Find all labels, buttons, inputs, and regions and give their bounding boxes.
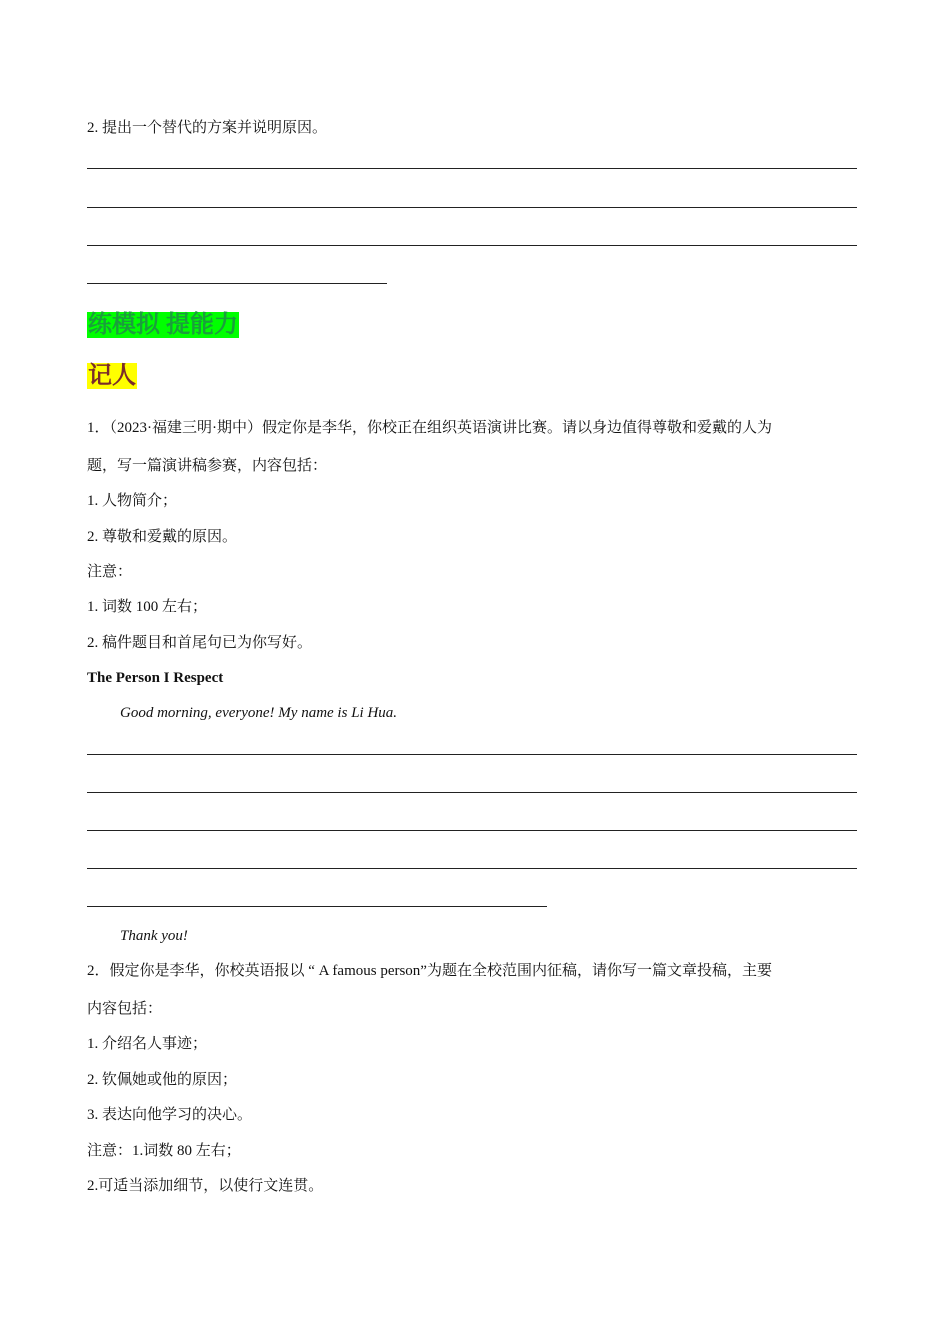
problem-1-item-2: 2. 尊敬和爱戴的原因。 [87,529,238,545]
problem-1-intro-line-1: 1．（2023·福建三明·期中）假定你是李华，你校正在组织英语演讲比赛。请以身边值得尊敬和爱戴的人为 [87,420,772,436]
problem-2-intro-line-2: 内容包括： [87,1001,163,1017]
answer-line [87,754,857,755]
essay-opening: Good morning, everyone! My name is Li Hua. [120,705,398,721]
answer-line [87,168,857,169]
problem-1-item-1: 1. 人物简介； [87,493,178,509]
problem-1-intro-line-2: 题，写一篇演讲稿参赛，内容包括： [87,458,328,474]
answer-line [87,906,547,907]
answer-line [87,868,857,869]
answer-line [87,792,857,793]
section-subtitle: 记人 [88,363,136,389]
question-2-top: 2. 提出一个替代的方案并说明原因。 [87,120,328,136]
problem-2-item-3: 3. 表达向他学习的决心。 [87,1107,253,1123]
problem-2-item-2: 2. 钦佩她或他的原因； [87,1072,238,1088]
essay-title: The Person I Respect [87,670,224,686]
problem-2-intro-line-1: 2．假定你是李华，你校英语报以 “ A famous person”为题在全校范围内征稿，请你写一篇文章投稿，主要 [87,963,772,979]
answer-line [87,830,857,831]
section-title: 练模拟 提能力 [88,312,238,338]
problem-1-note-label: 注意： [87,564,133,580]
problem-1-note-2: 2. 稿件题目和首尾句已为你写好。 [87,635,313,651]
answer-line [87,245,857,246]
problem-2-item-1: 1. 介绍名人事迹； [87,1036,208,1052]
problem-2-note-1: 注意：1.词数 80 左右； [87,1143,241,1159]
problem-1-note-1: 1. 词数 100 左右； [87,599,208,615]
problem-2-note-2: 2.可适当添加细节，以使行文连贯。 [87,1178,324,1194]
essay-closing: Thank you! [120,928,188,944]
answer-line [87,283,387,284]
answer-line [87,207,857,208]
